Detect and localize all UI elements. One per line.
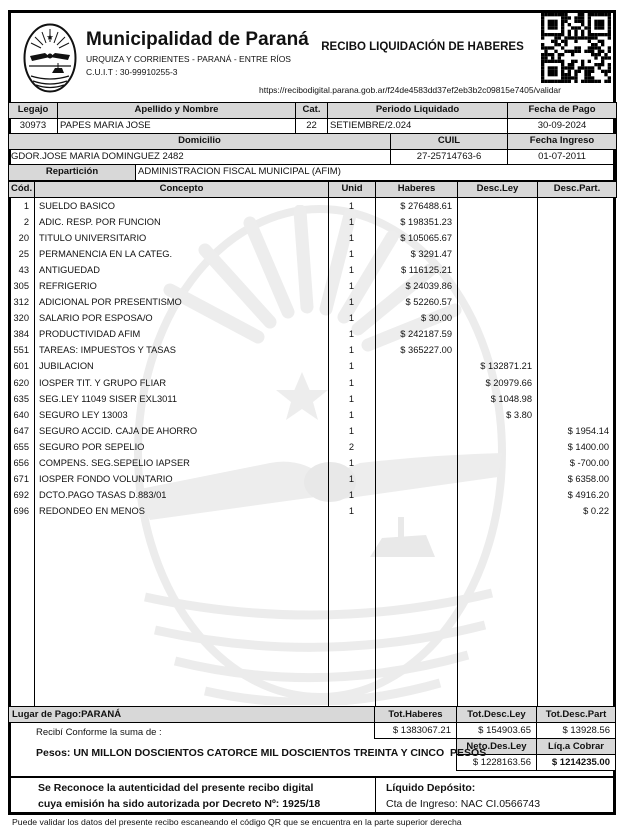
concept-desc-part: [537, 278, 616, 294]
periodo-value: SETIEMBRE/2.024: [328, 118, 508, 134]
concept-code: 640: [13, 409, 29, 420]
concept-unit: 1: [348, 313, 355, 324]
concept-description: PERMANENCIA EN LA CATEG.: [39, 249, 173, 260]
concept-desc-ley: [457, 342, 537, 358]
col-desc-part: Desc.Part.: [538, 182, 617, 198]
concept-row: [8, 294, 616, 310]
domicilio-label: Domicilio: [9, 134, 391, 150]
tot-haberes-value: $ 1383067.21: [374, 722, 457, 739]
concept-code: 692: [13, 489, 29, 500]
concept-description: REDONDEO EN MENOS: [39, 505, 145, 516]
neto-des-ley-value: $ 1228163.56: [456, 754, 537, 771]
concept-desc-part: [537, 230, 616, 246]
cta-ingreso: Cta de Ingreso: NAC CI.0566743: [386, 797, 541, 810]
column-divider: [34, 198, 35, 706]
concept-desc-ley: $ 1048.98: [490, 393, 532, 404]
concept-description: REFRIGERIO: [39, 281, 97, 292]
column-divider: [537, 198, 538, 706]
concept-unit: 1: [348, 297, 355, 308]
concept-rows: [8, 198, 616, 519]
concept-haberes: $ 276488.61: [400, 201, 452, 211]
concept-desc-ley: [457, 423, 537, 439]
concept-haberes: $ 105065.67: [400, 233, 452, 244]
concept-unit: 1: [348, 329, 355, 340]
concept-unit: 1: [348, 201, 355, 211]
concept-haberes: [375, 358, 457, 374]
column-divider: [375, 198, 376, 706]
concept-desc-ley: $ 3.80: [506, 409, 532, 420]
domicilio-value: GDOR.JOSE MARIA DOMINGUEZ 2482: [9, 149, 391, 165]
concept-row: [8, 214, 616, 230]
concept-unit: 2: [348, 441, 355, 452]
col-concepto: Concepto: [35, 182, 329, 198]
tot-desc-ley-label: Tot.Desc.Ley: [457, 707, 537, 722]
concept-description: ADIC. RESP. POR FUNCION: [39, 217, 161, 228]
concept-unit: 1: [348, 377, 355, 388]
concept-code: 25: [18, 249, 29, 260]
concept-description: SEGURO POR SEPELIO: [39, 441, 145, 452]
concept-haberes: [375, 375, 457, 391]
amount-in-words: Pesos: UN MILLON DOSCIENTOS CATORCE MIL DOSCIENTOS TREINTA Y CINCO PESOS: [36, 747, 487, 759]
concept-desc-ley: [457, 198, 537, 214]
concept-description: SEG.LEY 11049 SISER EXL3011: [39, 393, 177, 404]
concept-row: [8, 278, 616, 294]
nombre-label: Apellido y Nombre: [58, 103, 296, 119]
concept-desc-ley: [457, 326, 537, 342]
tot-desc-ley-value: $ 154903.65: [456, 722, 537, 739]
concept-row: [8, 198, 616, 214]
concept-haberes: $ 116125.21: [400, 265, 452, 276]
neto-des-ley-label: Neto.Des.Ley: [456, 738, 537, 755]
concept-haberes: $ 365227.00: [400, 345, 452, 356]
liq-a-cobrar-value: $ 1214235.00: [536, 754, 616, 771]
concept-unit: 1: [348, 473, 355, 484]
concept-unit: 1: [348, 489, 355, 500]
recibi-conforme-text: Recibí Conforme la suma de :: [36, 727, 162, 738]
concept-haberes: $ 52260.57: [405, 297, 452, 308]
fecha-ingreso-value: 01-07-2011: [508, 149, 617, 165]
col-code: Cód.: [9, 182, 35, 198]
org-address: URQUIZA Y CORRIENTES - PARANÁ - ENTRE RÍOS: [86, 54, 291, 64]
concept-code: 384: [13, 329, 29, 340]
concept-row: [8, 375, 616, 391]
concept-desc-part: [537, 294, 616, 310]
concept-desc-part: [537, 407, 616, 423]
concept-row: [8, 423, 616, 439]
tot-desc-part-value: $ 13928.56: [536, 722, 616, 739]
qr-code-icon: [541, 13, 611, 83]
concept-unit: 1: [348, 345, 355, 356]
concept-unit: 1: [348, 265, 355, 276]
concept-haberes: [375, 471, 457, 487]
concept-desc-ley: [457, 487, 537, 503]
concept-row: [8, 391, 616, 407]
concept-desc-part: $ 1400.00: [567, 441, 609, 452]
concept-row: [8, 262, 616, 278]
concept-desc-part: [537, 326, 616, 342]
concept-desc-ley: $ 20979.66: [485, 377, 532, 388]
deposit-info: [376, 778, 614, 813]
concept-code: 647: [13, 425, 29, 436]
legajo-value: 30973: [9, 118, 58, 134]
concept-desc-part: [537, 342, 616, 358]
concept-row: [8, 310, 616, 326]
concept-code: 43: [18, 265, 29, 276]
concept-row: [8, 230, 616, 246]
concept-code: 635: [13, 393, 29, 404]
categoria-label: Cat.: [296, 103, 328, 119]
concept-code: 620: [13, 377, 29, 388]
concept-code: 2: [23, 217, 29, 228]
authenticity-text: [10, 778, 376, 813]
concept-haberes: [375, 407, 457, 423]
concept-haberes: $ 30.00: [420, 313, 452, 324]
concept-description: IOSPER TIT. Y GRUPO FLIAR: [39, 377, 167, 388]
col-desc-ley: Desc.Ley: [458, 182, 538, 198]
concept-desc-part: [537, 198, 616, 214]
concept-desc-part: [537, 391, 616, 407]
legajo-label: Legajo: [9, 103, 58, 119]
cuil-label: CUIL: [391, 134, 508, 150]
concept-desc-ley: [457, 439, 537, 455]
concept-desc-ley: [457, 214, 537, 230]
concept-desc-part: [537, 246, 616, 262]
periodo-label: Periodo Liquidado: [328, 103, 508, 119]
concept-desc-part: [537, 310, 616, 326]
org-block: [86, 29, 316, 77]
concept-code: 655: [13, 441, 29, 452]
concept-unit: 1: [348, 361, 355, 372]
concept-desc-part: $ -700.00: [569, 457, 609, 468]
nombre-value: PAPES MARIA JOSE: [58, 118, 296, 134]
concept-row: [8, 246, 616, 262]
concept-desc-part: [537, 262, 616, 278]
concept-haberes: [375, 423, 457, 439]
concept-desc-ley: [457, 278, 537, 294]
concept-desc-part: $ 0.22: [583, 505, 609, 516]
concept-unit: 1: [348, 281, 355, 292]
concept-description: TITULO UNIVERSITARIO: [39, 233, 147, 244]
totals-header-bar: [8, 706, 616, 723]
qr-validation-caption: Puede validar los datos del presente recibo escaneando el código QR que se encuentra en la parte superior derecha: [12, 817, 462, 827]
concept-code: 320: [13, 313, 29, 324]
concept-description: DCTO.PAGO TASAS D.883/01: [39, 489, 167, 500]
concept-desc-part: $ 6358.00: [567, 473, 609, 484]
auth-line1: Se Reconoce la autenticidad del presente recibo digital: [38, 782, 314, 794]
reparticion-value: ADMINISTRACION FISCAL MUNICIPAL (AFIM): [136, 165, 617, 181]
concept-desc-ley: [457, 471, 537, 487]
concept-row: [8, 455, 616, 471]
concept-row: [8, 326, 616, 342]
concept-desc-ley: [457, 294, 537, 310]
lugar-de-pago: Lugar de Pago:PARANÁ: [9, 707, 375, 722]
concept-unit: 1: [348, 233, 355, 244]
concept-code: 305: [13, 281, 29, 292]
liq-a-cobrar-label: Líq.a Cobrar: [536, 738, 616, 755]
concept-desc-ley: [457, 503, 537, 519]
cuil-value: 27-25714763-6: [391, 149, 508, 165]
concept-code: 551: [13, 345, 29, 356]
concept-description: COMPENS. SEG.SEPELIO IAPSER: [39, 457, 190, 468]
column-divider: [328, 198, 329, 706]
tot-desc-part-label: Tot.Desc.Part: [545, 709, 607, 720]
concept-unit: 1: [348, 425, 355, 436]
authenticity-box: [8, 776, 616, 815]
validation-url: https://recibodigital.parana.gob.ar/f24de4583dd37ef2eb3b2c09815e7405/validar: [259, 85, 561, 95]
org-cuit: C.U.I.T : 30-99910255-3: [86, 67, 178, 77]
concept-description: TAREAS: IMPUESTOS Y TASAS: [39, 345, 176, 356]
concept-unit: 1: [348, 505, 355, 516]
concept-desc-part: $ 4916.20: [567, 489, 609, 500]
concept-desc-ley: [457, 262, 537, 278]
concept-code: 601: [13, 361, 29, 372]
concept-unit: 1: [348, 249, 355, 260]
concept-haberes: $ 198351.23: [400, 217, 452, 228]
auth-line2: cuya emisión ha sido autorizada por Decreto Nº: 1925/18: [38, 797, 321, 810]
concepts-body: [8, 198, 616, 706]
fecha-pago-value: 30-09-2024: [508, 118, 617, 134]
doc-title: RECIBO LIQUIDACIÓN DE HABERES: [321, 41, 524, 53]
concept-desc-ley: [457, 455, 537, 471]
concept-desc-ley: [457, 310, 537, 326]
column-divider: [457, 198, 458, 706]
liquido-deposito-label: Líquido Depósito:: [386, 782, 476, 794]
concept-row: [8, 471, 616, 487]
concept-desc-part: [537, 214, 616, 230]
concept-haberes: [375, 391, 457, 407]
col-haberes: Haberes: [376, 182, 458, 198]
concept-desc-ley: [457, 230, 537, 246]
concept-unit: 1: [348, 409, 355, 420]
concept-desc-ley: $ 132871.21: [480, 361, 532, 372]
concept-haberes: [375, 487, 457, 503]
concept-haberes: [375, 439, 457, 455]
concept-row: [8, 439, 616, 455]
concept-unit: 1: [348, 457, 355, 468]
concept-row: [8, 358, 616, 374]
municipal-seal-icon: [23, 23, 77, 93]
concept-code: 656: [13, 457, 29, 468]
fecha-pago-label: Fecha de Pago: [508, 103, 617, 119]
concept-haberes: $ 24039.86: [405, 281, 452, 292]
concept-unit: 1: [348, 393, 355, 404]
concept-description: SALARIO POR ESPOSA/O: [39, 313, 153, 324]
employee-info-table: [8, 102, 617, 181]
concept-row: [8, 342, 616, 358]
concept-description: SEGURO LEY 13003: [39, 409, 128, 420]
concept-haberes: $ 3291.47: [410, 249, 452, 260]
concept-code: 312: [13, 297, 29, 308]
concept-description: ADICIONAL POR PRESENTISMO: [39, 297, 182, 308]
concept-description: SUELDO BASICO: [39, 201, 115, 211]
concept-unit: 1: [348, 217, 355, 228]
concept-haberes: [375, 503, 457, 519]
concept-description: ANTIGUEDAD: [39, 265, 100, 276]
tot-haberes-label: Tot.Haberes: [375, 707, 457, 722]
fecha-ingreso-label: Fecha Ingreso: [508, 134, 617, 150]
concept-desc-part: $ 1954.14: [567, 425, 609, 436]
concept-code: 20: [18, 233, 29, 244]
concept-code: 1: [23, 201, 29, 211]
concept-description: JUBILACION: [39, 361, 94, 372]
concepts-header: [8, 181, 617, 198]
org-name: Municipalidad de Paraná: [86, 29, 309, 50]
concept-haberes: [375, 455, 457, 471]
col-unid: Unid: [329, 182, 376, 198]
concept-desc-ley: [457, 246, 537, 262]
concept-code: 696: [13, 505, 29, 516]
concept-description: IOSPER FONDO VOLUNTARIO: [39, 473, 173, 484]
reparticion-label: Repartición: [9, 165, 136, 181]
concept-desc-part: [537, 375, 616, 391]
concept-row: [8, 487, 616, 503]
concept-desc-part: [537, 358, 616, 374]
concept-code: 671: [13, 473, 29, 484]
concept-row: [8, 407, 616, 423]
concept-description: PRODUCTIVIDAD AFIM: [39, 329, 141, 340]
concept-row: [8, 503, 616, 519]
concept-description: SEGURO ACCID. CAJA DE AHORRO: [39, 425, 198, 436]
concept-haberes: $ 242187.59: [400, 329, 452, 340]
categoria-value: 22: [296, 118, 328, 134]
